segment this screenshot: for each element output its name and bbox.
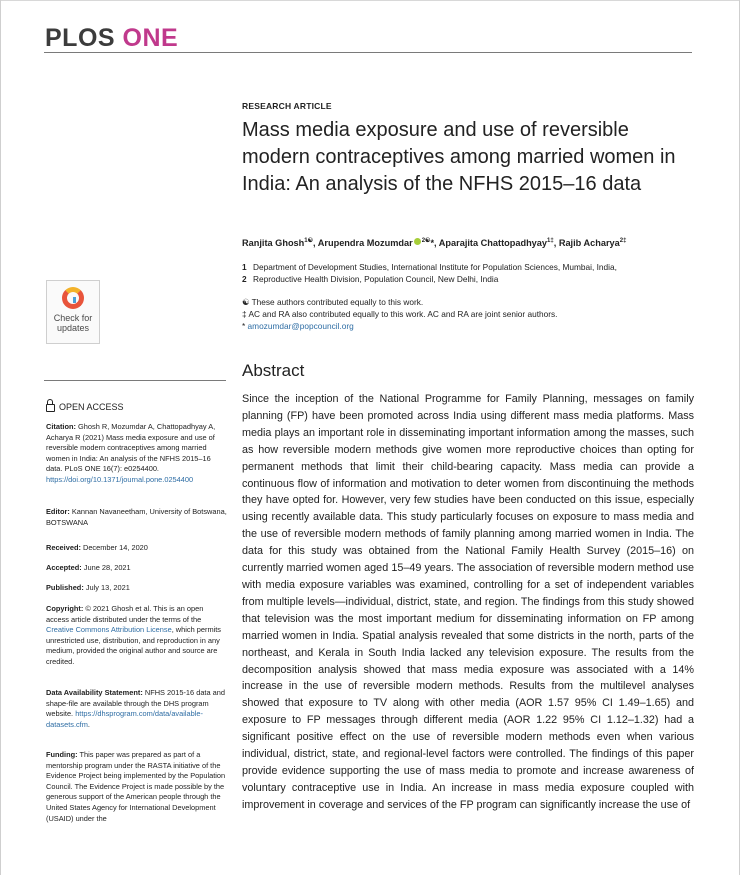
top-border	[0, 0, 740, 1]
sidebar-divider	[44, 380, 226, 381]
data-availability-block: Data Availability Statement: NFHS 2015-16 data and shape-file are available through the DHS program website. https://dhsprogram.com/data/available-datasets.cfm.	[46, 688, 225, 729]
corresponding-mark: *	[430, 238, 435, 249]
senior-author-note: ‡ AC and RA also contributed equally to this work. AC and RA are joint senior authors.	[242, 309, 558, 319]
crossmark-icon	[62, 287, 84, 309]
license-link[interactable]: Creative Commons Attribution License	[46, 625, 172, 635]
copyright-block: Copyright: © 2021 Ghosh et al. This is an open access article distributed under the terms of the Creative Commons Attribution License, which permits unrestricted use, distribution, and reproduction in any medium, provided the original author and source are credited.	[46, 604, 221, 666]
author-name[interactable]: Ranjita Ghosh	[242, 238, 305, 249]
header-divider	[44, 52, 692, 53]
article-title: Mass media exposure and use of reversible modern contraceptives among married women in India: An analysis of the NFHS 2015–16 data	[242, 119, 676, 195]
author-affil-mark: 2☯	[421, 238, 431, 244]
affiliation-text: Reproductive Health Division, Population Council, New Delhi, India	[253, 274, 499, 284]
accepted-date: Accepted: June 28, 2021	[46, 563, 131, 572]
author-separator: ,	[313, 238, 318, 249]
correspondence-mark: *	[242, 321, 246, 331]
published-date: Published: July 13, 2021	[46, 583, 130, 592]
orcid-icon[interactable]	[414, 238, 421, 245]
doi-link[interactable]: https://doi.org/10.1371/journal.pone.0254400	[46, 474, 194, 484]
correspondence-note	[242, 321, 712, 331]
received-date: Received: December 14, 2020	[46, 543, 148, 552]
author-name[interactable]: Rajib Acharya	[558, 238, 620, 249]
equal-contribution-note: ☯ These authors contributed equally to this work.	[242, 297, 424, 307]
affiliation-number: 1	[242, 262, 247, 272]
affiliation	[242, 262, 712, 272]
author-name[interactable]: Aparajita Chattopadhyay	[438, 238, 548, 249]
author-name[interactable]: Arupendra Mozumdar	[317, 238, 413, 249]
author-affil-mark: 2‡	[619, 238, 627, 244]
editor-block: Editor: Kannan Navaneetham, University of Botswana, BOTSWANA	[46, 507, 227, 527]
author-separator: ,	[553, 238, 559, 249]
email-link[interactable]: amozumdar@popcouncil.org	[247, 321, 354, 331]
affiliation-number: 2	[242, 274, 247, 284]
affiliation-text: Department of Development Studies, International Institute for Population Sciences, Mumbai, India,	[253, 262, 617, 272]
author-affil-mark: 1‡	[547, 238, 554, 244]
article-type: RESEARCH ARTICLE	[242, 101, 332, 111]
funding-block: Funding: This paper was prepared as part of a mentorship program under the RASTA initiative of the Evidence Project being implemented by the Population Council. The Evidence Project is made possible by the generous support of the American people through the United States Agency for International Development (USAID) under the	[46, 750, 226, 823]
author-separator: ,	[434, 238, 439, 249]
dhs-data-link[interactable]: https://dhsprogram.com/data/available-datasets.cfm	[46, 709, 203, 729]
open-access-badge	[46, 402, 124, 412]
check-for-updates-button[interactable]	[46, 280, 100, 344]
abstract-body: Since the inception of the National Programme for Family Planning, messages on family planning (FP) have been promoted across India using different mass media platforms. Mass media plays an important role in disseminating important information among the masses, such as how reversible modern methods give women more reproductive choices than opting for permanent methods that limit their child-bearing capacity. Mass media can provide a continuous flow of information and motivation to deter women from discontinuing the methods they have opted for. However, very few studies have been conducted on this issue, especially using recently available data. This study particularly focuses on exposure to mass media and the use of reversible modern methods of family planning among married women in India. The data for this study was obtained from the National Family Health Survey (2015–16) on currently married women aged 15–49 years. The association of reversible modern method use with media exposure variables was examined, controlling for a set of independent variables from multiple levels—individual, district, state, and region. The findings from this study showed that television was the most important medium for disseminating information on FP among married women in India. Spatial analysis revealed that some districts in the north, parts of the northeast, and Kerala in South India lacked any television exposure. The results from the decomposition analysis showed that mass media exposure was associated with a 14% increase in the use of reversible modern methods. Results from the multilevel analyses showed that exposure to TV along with other media (AOR 1.57 95% CI 1.49–1.65) and exposure to FP messages through different media (AOR 1.22 95% CI 1.12–1.32) had a significant positive effect on the use of reversible modern methods even when various individual, district, state, and regional-level factors were controlled. The findings of this paper provide evidence supporting the use of mass media to promote and increase awareness of voluntary contraceptive use in India. An increase in mass media exposure coupled with improvement in coverage and services of the FP program can significantly increase the use of	[242, 393, 694, 811]
affiliation	[242, 274, 712, 284]
author-affil-mark: 1☯	[304, 238, 313, 244]
abstract-heading: Abstract	[242, 361, 305, 380]
journal-name-plos: PLOS	[45, 24, 116, 52]
open-access-label: OPEN ACCESS	[59, 402, 124, 412]
journal-logo[interactable]	[45, 24, 178, 53]
check-updates-label: Check for updates	[53, 313, 93, 333]
author-list	[242, 237, 712, 248]
citation-block: Citation: Ghosh R, Mozumdar A, Chattopadhyay A, Acharya R (2021) Mass media exposure and use of reversible modern contraceptives among married women in India: An analysis of the NFHS 2015–16 data. PLoS ONE 16(7): e0254400. https://doi.org/10.1371/journal.pone.0254400	[46, 422, 216, 484]
open-lock-icon	[46, 404, 55, 412]
journal-name-one: ONE	[115, 24, 179, 52]
left-border	[0, 0, 1, 875]
